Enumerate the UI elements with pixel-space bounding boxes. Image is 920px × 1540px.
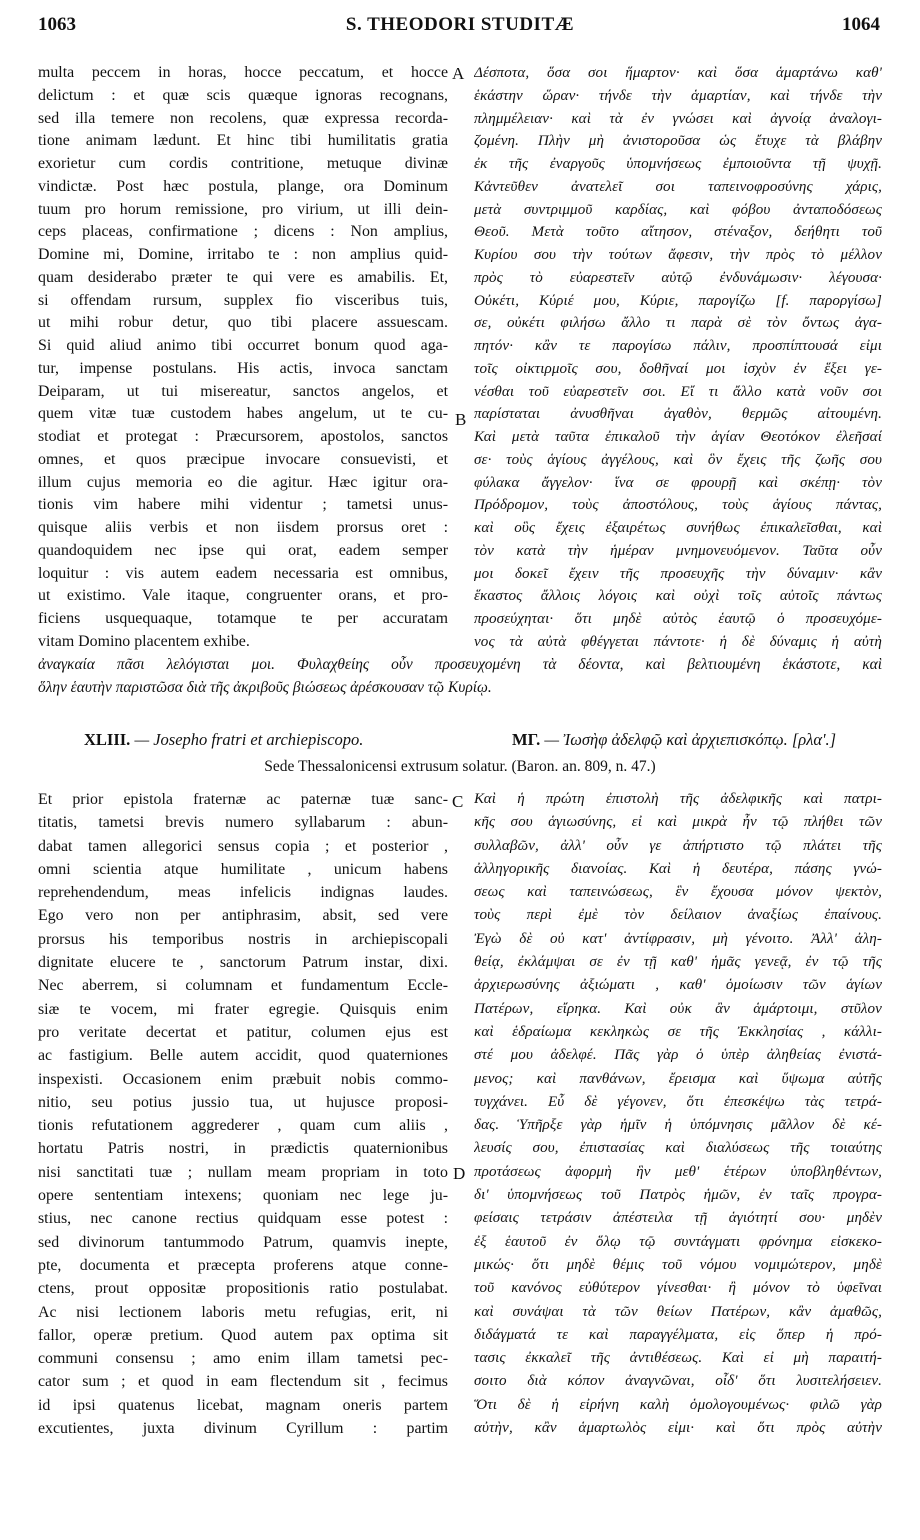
latin-letter-title [84,730,363,750]
margin-marker-b: B [455,410,467,429]
text-line: ἑκάστην ὥραν· τήνδε τὴν ἁμαρτίαν, καὶ τήνδε τὴν [474,87,882,104]
text-line: Καὶ ἡ πρώτη ἐπιστολὴ τῆς ἀδελφικῆς καὶ πατρι- [474,791,882,807]
text-line: φείσαις τετράσιν ἀπέστειλα τῇ ἁγιότητί σου· μηδὲν [474,1210,882,1227]
letter-summary: Sede Thessalonicensi extrusum solatur. (Baron. an. 809, n. 47.) [264,758,656,775]
text-line: μικώς· ὅτι μηδὲ θέμις τοῦ νόμου νομιμώτερον, μηδὲ [474,1256,882,1273]
text-line: communi consensu ; amo enim illam tametsi pec- [38,1350,448,1368]
margin-marker-c: C [452,792,464,811]
text-line: dignitate elucere te , sanctorum Patrum instar, dixi. [38,954,448,972]
text-line: ceps placeas, confirmatione ; dicens : Non amplius, [38,223,448,241]
text-line: pte, documenta et præcepta proferens atque conne- [38,1256,448,1274]
text-line: Θεοῦ. Μετὰ τοῦτο αἴτησον, στέναξον, δεήθητι τοῦ [474,224,882,241]
text-line: sed divinorum tantummodo Patrum, quamvis inepte, [38,1233,448,1251]
greek-letter-number: ΜΓ. [512,730,541,749]
text-line: nitio, seu potius jussio tua, ut hujusce proposi- [38,1093,448,1111]
text-line: πητόν· κἂν τε παρογίσω πάλιν, προσπίπτουσά εἰμι [474,338,882,354]
text-line: si offendam rursum, supplex fio visceribus tuis, [38,291,448,309]
text-line: omnes, et quos præcipue invocare consuevisti, et [38,450,448,468]
text-line: quandoquidem nec ipse qui orat, eadem semper [38,541,448,559]
text-line: νος τὰ αὐτὰ φθέγγεται πάντοτε· ἡ δὲ δύναμις ἡ αὐτὴ [474,633,882,650]
text-line: διδάγματά τε καὶ παραγγέλματα, εἰς ὅπερ ἡ πρό- [474,1326,882,1343]
text-line: id ipsi quatenus licebat, magnam oneris partem [38,1396,448,1414]
text-line: Ἐγὼ δὲ οὐ κατ' ἀντίφρασιν, μὴ γένοιτο. Ἀλλ' ἀλη- [474,930,882,947]
running-title: S. THEODORI STUDITÆ [345,14,575,35]
text-line: αὐτὴν, κἂν ἁμαρτωλὸς εἰμι· καὶ ὅτι πρὸς αὐτὴν [474,1420,882,1437]
text-line: τασις ἐκκαλεῖ τῆς ἀντιθέσεως. Καὶ εἰ μὴ παραιτή- [474,1350,882,1367]
text-line: vindictæ. Post hæc postula, plange, ora Dominum [38,177,448,195]
text-line: ὅλην ἑαυτὴν παριστῶσα διὰ τῆς ἀκριβοῦς βιώσεως ἀρέσκουσαν τῷ Κυρίῳ. [38,678,492,696]
text-line: παρίσταται ἀνυσθῆναι ἀγαθὸν, θερμῶς αἰτουμένη. [474,406,882,423]
text-line: δας. Ὑπῆρξε γὰρ ἡμῖν ἡ ὑπόμνησις μᾶλλον δὲ κέ- [474,1117,882,1134]
text-line: δι' ὑπομνήσεως τοῦ Πατρὸς ἡμῶν, ἐν ταῖς προγρα- [474,1187,882,1204]
text-line: quam desiderabo præter te qui vere es amabilis. Et, [38,268,448,286]
text-line: καὶ οὓς ἔχεις ἐξαιρέτως συνήθως ἐπικαλεῖσθαι, καὶ [474,520,882,536]
text-line: illum cujus memoria eo die agitur. Hæc igitur ora- [38,473,448,491]
text-line: λευσίς σου, ἐπιστασίας καὶ διαλύσεως τῆς τοιαύτης [474,1140,882,1157]
greek-letter-title [512,730,836,750]
text-line: ἀλληγορικῆς διανοίας. Καὶ ἡ δευτέρα, πάσης γνώ- [474,860,882,877]
text-line: τοῦ κανόνος εὐθύτερον γίνεσθαι· ἢ μόνον τὸ ὑφεῖναι [474,1280,882,1297]
latin-letter-number: XLIII. [84,730,131,749]
left-page-number: 1063 [38,14,76,35]
text-line: Domine mi, Domine, irritabo te : non amplius quid- [38,246,448,263]
text-line: reprehendendum, meas infelicis indignas laudes. [38,884,448,902]
greek-column-section-2 [474,788,882,1440]
text-line: καὶ ἑδραίωμα κεκληκὼς σε τῆς Ἐκκλησίας , κάλλι- [474,1023,882,1040]
text-line: vitam Domino placentem exhibe. [38,632,250,650]
text-line: σοιτο διὰ κόπον ἀναγνῶναι, οἶδ' ὅτι λυσιτελήσειεν. [474,1373,882,1390]
text-line: multa peccem in horas, hocce peccatum, et hocce [38,64,448,81]
text-line: Si quid aliud animo tibi occurret bonum quod aga- [38,337,448,354]
right-page-number: 1064 [842,14,880,35]
text-line: τὸν κατὰ τὴν ἡμέραν μνημονευόμενον. Ταῦτα οὖν [474,542,882,559]
text-line: συλλαβῶν, ἀλλ' οὖν γε ἀπήρτιστο τῷ πλάτει τῆς [474,837,882,854]
text-line: Ego vero non per antiphrasim, absit, sed vere [38,907,448,925]
text-line: πρὸς τὸ εὐαρεστεῖν αὐτῷ ἐνδυνάμωσιν· λέγουσα· [474,269,882,286]
text-line: stodiat et protegat : Præcursorem, apostolos, sanctos [38,428,448,445]
greek-column-section-1 [474,62,882,654]
text-line: Ac nisi lectionem laboris metu refugias, erit, ni [38,1303,448,1321]
text-line: ἀρχιερωσύνης ἀξιώματι , καθ' ὁμοίωσιν τῶν ἁγίων [474,977,882,994]
text-line: ut mihi robur detur, quo tibi placere assuescam. [38,314,448,332]
text-line: quem vitæ tuæ custodem habes angelum, ut te cu- [38,405,448,423]
text-line: tuum pro horum remissione, pro virium, ut illi dein- [38,200,448,218]
text-line: μοι δοκεῖ ἔχειν τῆς προσευχῆς τὴν δύναμιν· κἂν [474,565,882,582]
text-line: Καὶ μετὰ ταῦτα ἐπικαλοῦ τὴν ἁγίαν Θεοτόκον ἐλεῆσαί [474,429,882,445]
text-line: tionis refutationem aggrederer , quam cum aliis , [38,1117,448,1135]
text-line: πλημμέλειαν· καὶ τὰ ἐν γνώσει καὶ ἀγνοίᾳ ἀναλογι- [474,110,882,127]
text-line: νέσθαι τοῦ εὐαρεστεῖν σοι. Εἴ τι ἄλλο κατὰ νοῦν σοι [474,383,882,400]
text-line: Κυρίου σου τὴν τούτων ἄφεσιν, τὴν πρὸς τὸ μέλλον [474,247,882,263]
text-line: ctens, prout oppositæ propositionis ratio postulabat. [38,1280,448,1298]
text-line: ἀναγκαία πᾶσι λελόγισται μοι. Φυλαχθείης οὖν προσευχομένη τὰ δέοντα, καὶ βελτιουμένη ἑκάστοτε, καὶ [38,656,882,673]
text-line: Nec aberrem, si columnam et fundamentum Eccle- [38,977,448,995]
text-line: τοῖς οἰκτιρμοῖς σου, δοθῆναί μοι ἰσχὺν ἐν ἕξει γε- [474,360,882,377]
text-line: Οὐκέτι, Κύριέ μου, Κύριε, παρογίζω [f. παροργίσω] [474,292,882,309]
text-line: delictum : et quæ scis quæque ignoras recognans, [38,86,448,104]
text-line: loquitur : vis autem eadem necessaria est omnibus, [38,564,448,582]
text-line: κῆς σου ἁγιωσύνης, εἰ καὶ μικρὰ ἦν τῷ πλήθει τῶν [474,814,882,831]
text-line: προσεύχηται· ὅτι μηδὲ αὐτὸς ἑαυτῷ ὁ προσευχόμε- [474,611,882,627]
text-line: Πρόδρομον, τοὺς ἀποστόλους, τοὺς ἁγίους πάντας, [474,497,882,514]
text-line: σε, οὐκέτι φιλήσω ἄλλο τι παρὰ σὲ τὸν ὄντως ἀγα- [474,315,882,332]
text-line: fallor, operæ pretium. Quod autem pax optima sit [38,1326,448,1344]
greek-full-width-closing [38,654,882,700]
text-line: τοὺς περὶ ἐμὲ τὸν δείλαιον ἀναξίως ἐπαίνους. [474,907,882,924]
text-line: inspexisti. Occasionem enim præbuit nobis commo- [38,1070,448,1088]
text-line: nisi sanctitati tuæ ; nullam meam propriam in toto [38,1163,448,1181]
text-line: ζομένη. Πλὴν μὴ ἀνιστοροῦσα ὡς ἔτυχε τὰ βλάβην [474,133,882,150]
text-line: stius, nec canone rectius quidquam esse potest : [38,1210,448,1228]
text-line: καὶ συνάψαι τὰ τῶν θείων Πατέρων, κἂν ἀμαθῶς, [474,1303,882,1320]
latin-column-section-1 [38,62,448,654]
text-line: Deiparam, ut tui misereatur, sanctos angelos, et [38,382,448,400]
text-line: Ὅτι δὲ ἡ εἰρήνη καλὴ ὁμολογουμένως· φιλῶ γὰρ [474,1396,882,1413]
text-line: pro veritate decertat et patitur, columen ejus est [38,1023,448,1041]
text-line: tionis vim habere mihi videntur ; tametsi unus- [38,496,448,514]
text-line: μετὰ συντριμμοῦ καρδίας, καὶ φόβου ἀνταποδόσεως [474,201,882,218]
text-line: ἕκαστος ἄλλοις λόγοις καὶ οὐχὶ τοῖς αὐτοῖς πάντως [474,588,882,605]
latin-letter-heading: — Josepho fratri et archiepiscopo. [134,730,364,749]
text-line: quisque aliis verbis et non iisdem prorsus oret : [38,519,448,536]
text-line: omni scientia atque humilitate , unicum habens [38,860,448,878]
text-line: σεως καὶ ταπεινώσεως, ἓν ἔχουσα μόνον ψεκτὸν, [474,884,882,901]
text-line: tur, impense postulans. His actis, invoca sanctam [38,359,448,377]
text-line: hortatu Patris nostri, in prædictis quaternionibus [38,1140,448,1158]
text-line: ac fastigium. Belle autem accidit, quod quaterniones [38,1047,448,1065]
text-line: στέ μου ἀδελφέ. Πᾶς γὰρ ὁ ὑπὲρ ἀληθείας ἐνιστά- [474,1047,882,1064]
text-line: Πατέρων, εἴρηκα. Καὶ οὐκ ἂν ἁμάρτοιμι, στῦλον [474,1000,882,1017]
text-line: Κἀντεῦθεν ἀνατελεῖ σοι ταπεινοφροσύνης χάρις, [474,178,882,195]
text-line: opere sententiam intexens; quoniam nec lege ju- [38,1187,448,1205]
text-line: σε· τοὺς ἁγίους ἀγγέλους, καὶ ὃν ἔχεις τῆς ζωῆς σου [474,451,882,468]
text-line: titatis, tametsi brevis numero syllabarum : abun- [38,814,448,832]
text-line: cator sum ; et quod in eam flectendum sit , fecimus [38,1373,448,1391]
text-line: Δέσποτα, ὅσα σοι ἥμαρτον· καὶ ὅσα ἁμαρτάνω καθ' [474,65,882,81]
text-line: προτάσεως ἀφορμὴ ἣν μεθ' ἑτέρων ὑποβληθέντων, [474,1163,882,1180]
latin-column-section-2 [38,788,448,1440]
text-line: φύλακα ἄγγελον· ἵνα σε φρουρῇ καὶ σκέπῃ· τὸν [474,474,882,491]
text-line: ἐκ τῆς ἐναργοῦς ὑπομνήσεως ἐμποιοῦντα τῇ ψυχῇ. [474,156,882,172]
text-line: ut existimo. Vale itaque, congruenter orans, et pro- [38,587,448,605]
text-line: excutientes, juxta divinum Cyrillum : partim [38,1420,448,1438]
text-line: siæ te vocem, mi frater egregie. Quisquis enim [38,1000,448,1018]
margin-marker-d: D [453,1164,466,1183]
text-line: dabat tamen allegorici sensus copia ; et posterior , [38,837,448,855]
text-line: sed illa temere non recolens, quæ expressa recorda- [38,109,448,127]
text-line: ficiens usquequaque, totamque te per accuratam [38,610,448,627]
text-line: θείᾳ, ἐκλάμψαι σε ἐν τῇ καθ' ἡμᾶς γενεᾷ, ἐν τῷ τῆς [474,954,882,971]
greek-letter-heading: — Ἰωσὴφ ἀδελφῷ καὶ ἀρχιεπισκόπῳ. [ρλα'.] [544,730,837,749]
text-line: μενος; καὶ πανθάνων, ἔρεισμα καὶ ὕψωμα αὐτῆς [474,1070,882,1087]
text-line: τυγχάνει. Εὖ δὲ γέγονεν, ὅτι ἐπεσκέψω τὰς τετρά- [474,1093,882,1110]
text-line: prorsus his temporibus nostris in archiepiscopali [38,930,448,948]
text-line: ἐξ ἑαυτοῦ ἐν ὅλῳ τῷ συντάγματι φρόνημα εἰσκεκο- [474,1233,882,1250]
margin-marker-a: A [452,64,465,83]
text-line: tione animam lædunt. Et hinc tibi humilitatis gratia [38,132,448,150]
text-line: Et prior epistola fraternæ ac paternæ tuæ sanc- [38,791,448,808]
text-line: exorietur cum cordis contritione, metuque divinæ [38,155,448,172]
